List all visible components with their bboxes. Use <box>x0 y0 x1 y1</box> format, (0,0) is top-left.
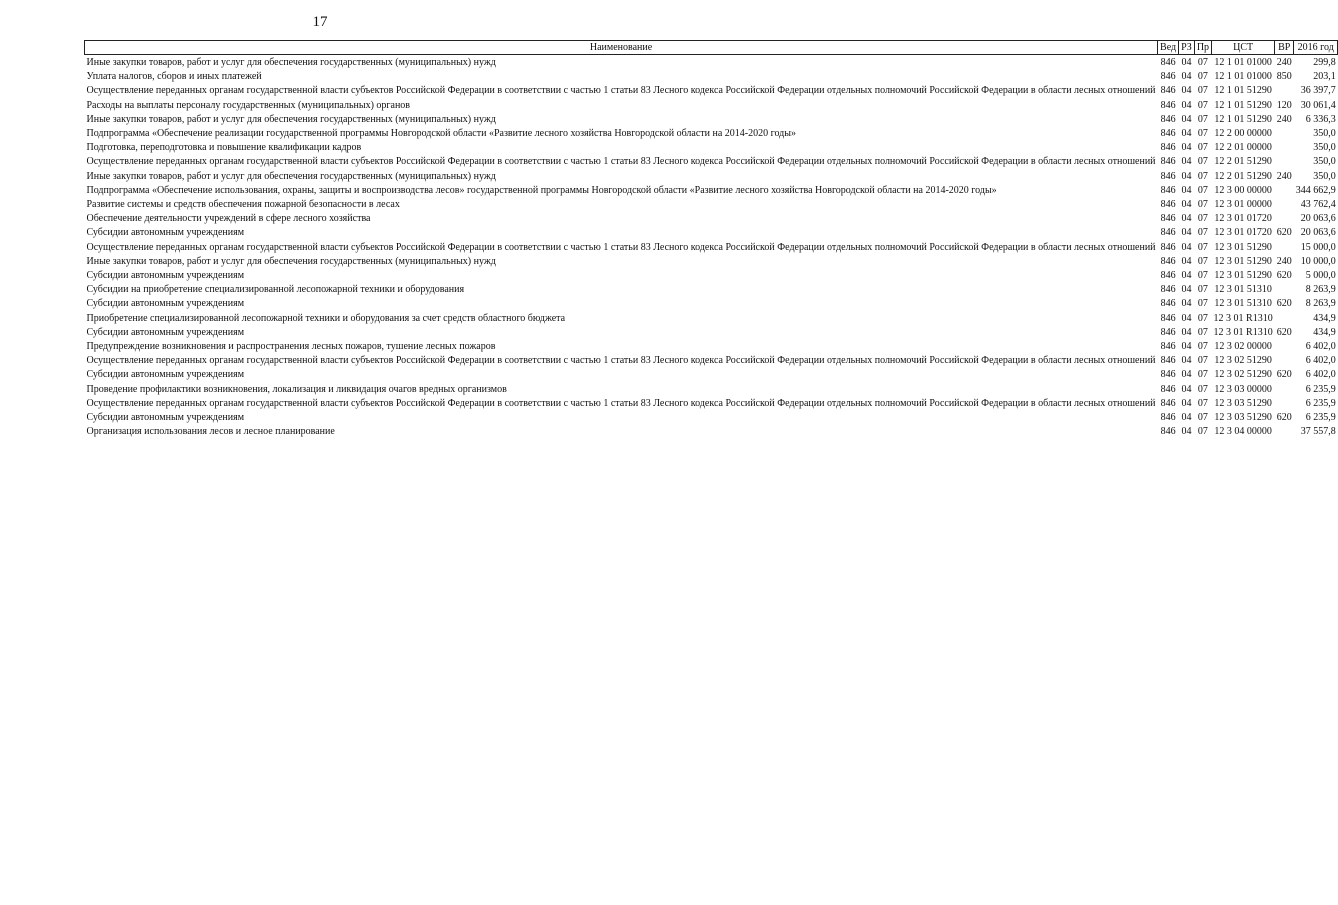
row-rz: 04 <box>1181 255 1192 267</box>
row-rz: 04 <box>1181 113 1192 125</box>
row-sum: 6 336,3 <box>1305 113 1336 125</box>
row-pr: 07 <box>1197 199 1208 211</box>
row-pr: 07 <box>1197 312 1208 324</box>
row-name: Иные закупки товаров, работ и услуг для обеспечения государственных (муниципальных) нужд <box>86 170 496 182</box>
row-name: Подпрограмма «Обеспечение реализации государственной программы Новгородской области «Развитие лесного хозяйства Новгородской области на 2014-2020 годы» <box>86 128 796 140</box>
row-pr: 07 <box>1197 57 1208 68</box>
row-name: Развитие системы и средств обеспечения пожарной безопасности в лесах <box>86 199 400 211</box>
row-cst: 12 3 03 51290 <box>1214 412 1272 424</box>
row-pr: 07 <box>1197 227 1208 239</box>
table-row <box>85 296 1338 310</box>
row-rz: 04 <box>1181 156 1192 168</box>
row-cst: 12 2 01 00000 <box>1214 142 1272 154</box>
row-pr: 07 <box>1197 142 1208 154</box>
row-name: Уплата налогов, сборов и иных платежей <box>86 71 262 83</box>
row-vr <box>1275 140 1294 154</box>
row-rz: 04 <box>1181 213 1192 225</box>
row-cst: 12 1 01 01000 <box>1214 57 1272 68</box>
row-ved: 846 <box>1160 255 1176 267</box>
row-sum: 6 235,9 <box>1305 383 1336 395</box>
table-row <box>85 396 1338 410</box>
row-name: Субсидии автономным учреждениям <box>86 412 245 424</box>
row-vr <box>1275 197 1294 211</box>
row-sum: 8 263,9 <box>1305 298 1336 310</box>
row-pr: 07 <box>1197 341 1208 353</box>
row-ved: 846 <box>1160 85 1176 97</box>
row-pr: 07 <box>1197 383 1208 395</box>
row-cst: 12 3 01 01720 <box>1214 227 1272 239</box>
row-sum: 434,9 <box>1313 312 1336 324</box>
row-cst: 12 3 03 00000 <box>1214 383 1272 395</box>
row-sum: 350,0 <box>1313 142 1336 154</box>
row-sum: 20 063,6 <box>1300 227 1336 239</box>
row-rz: 04 <box>1181 426 1192 438</box>
row-cst: 12 2 00 00000 <box>1214 128 1272 140</box>
row-name: Иные закупки товаров, работ и услуг для обеспечения государственных (муниципальных) нужд <box>86 255 496 267</box>
table-row <box>85 197 1338 211</box>
row-vr <box>1275 424 1294 438</box>
table-row <box>85 225 1338 239</box>
row-ved: 846 <box>1160 184 1176 196</box>
row-vr: 620 <box>1276 326 1292 338</box>
table-row <box>85 382 1338 396</box>
row-cst: 12 1 01 51290 <box>1214 99 1272 111</box>
row-vr <box>1275 311 1294 325</box>
row-pr: 07 <box>1197 369 1208 381</box>
row-cst: 12 3 01 51290 <box>1214 255 1272 267</box>
row-ved: 846 <box>1160 199 1176 211</box>
row-rz: 04 <box>1181 369 1192 381</box>
row-rz: 04 <box>1181 326 1192 338</box>
row-ved: 846 <box>1160 227 1176 239</box>
row-pr: 07 <box>1197 71 1208 83</box>
table-row <box>85 367 1338 381</box>
table-body <box>85 55 1338 439</box>
header-cst: ЦСТ <box>1212 41 1275 55</box>
row-sum: 15 000,0 <box>1300 241 1336 253</box>
row-ved: 846 <box>1160 412 1176 424</box>
header-year: 2016 год <box>1294 41 1338 55</box>
row-rz: 04 <box>1181 241 1192 253</box>
row-vr <box>1275 83 1294 97</box>
row-cst: 12 3 01 00000 <box>1214 199 1272 211</box>
row-cst: 12 3 01 51310 <box>1214 298 1272 310</box>
table-row <box>85 169 1338 183</box>
row-name: Субсидии на приобретение специализированной лесопожарной техники и оборудования <box>86 284 465 296</box>
row-vr: 120 <box>1276 99 1292 111</box>
row-vr <box>1275 183 1294 197</box>
row-cst: 12 3 03 51290 <box>1214 397 1272 409</box>
row-cst: 12 3 01 51310 <box>1214 284 1272 296</box>
row-rz: 04 <box>1181 199 1192 211</box>
row-vr: 240 <box>1276 57 1292 68</box>
row-ved: 846 <box>1160 369 1176 381</box>
row-rz: 04 <box>1181 170 1192 182</box>
row-pr: 07 <box>1197 255 1208 267</box>
row-cst: 12 3 01 51290 <box>1214 270 1272 282</box>
table-row <box>85 325 1338 339</box>
row-sum: 299,8 <box>1313 57 1336 68</box>
table-row <box>85 211 1338 225</box>
row-pr: 07 <box>1197 412 1208 424</box>
row-sum: 6 235,9 <box>1305 397 1336 409</box>
row-pr: 07 <box>1197 397 1208 409</box>
row-pr: 07 <box>1197 213 1208 225</box>
row-ved: 846 <box>1160 298 1176 310</box>
row-cst: 12 3 00 00000 <box>1214 184 1272 196</box>
row-vr: 620 <box>1276 270 1292 282</box>
row-rz: 04 <box>1181 412 1192 424</box>
row-vr: 240 <box>1276 170 1292 182</box>
row-sum: 6 402,0 <box>1305 369 1336 381</box>
row-cst: 12 3 04 00000 <box>1214 426 1272 438</box>
row-vr: 620 <box>1276 369 1292 381</box>
row-pr: 07 <box>1197 99 1208 111</box>
row-name: Организация использования лесов и лесное планирование <box>86 426 335 438</box>
row-sum: 6 402,0 <box>1305 355 1336 367</box>
row-rz: 04 <box>1181 383 1192 395</box>
table-row <box>85 83 1338 97</box>
row-name: Осуществление переданных органам государственной власти субъектов Российской Федерации в соответствии с частью 1 статьи 83 Лесного кодекса Российской Федерации отдельных полномочий Российской Федерации в области лесных отношений <box>86 355 1156 367</box>
row-pr: 07 <box>1197 113 1208 125</box>
row-rz: 04 <box>1181 227 1192 239</box>
row-cst: 12 3 02 51290 <box>1214 369 1272 381</box>
row-cst: 12 1 01 51290 <box>1214 85 1272 97</box>
row-ved: 846 <box>1160 128 1176 140</box>
row-sum: 344 662,9 <box>1295 184 1336 196</box>
table-header-row <box>85 41 1338 55</box>
row-sum: 36 397,7 <box>1300 85 1336 97</box>
row-rz: 04 <box>1181 184 1192 196</box>
row-pr: 07 <box>1197 298 1208 310</box>
row-sum: 350,0 <box>1313 156 1336 168</box>
row-rz: 04 <box>1181 128 1192 140</box>
row-sum: 350,0 <box>1313 170 1336 182</box>
row-name: Субсидии автономным учреждениям <box>86 326 245 338</box>
row-vr <box>1275 211 1294 225</box>
table-row <box>85 410 1338 424</box>
row-rz: 04 <box>1181 341 1192 353</box>
row-cst: 12 3 01 01720 <box>1214 213 1272 225</box>
row-pr: 07 <box>1197 284 1208 296</box>
table-row <box>85 254 1338 268</box>
row-name: Субсидии автономным учреждениям <box>86 298 245 310</box>
row-name: Осуществление переданных органам государственной власти субъектов Российской Федерации в соответствии с частью 1 статьи 83 Лесного кодекса Российской Федерации отдельных полномочий Российской Федерации в области лесных отношений <box>86 397 1156 409</box>
row-ved: 846 <box>1160 99 1176 111</box>
header-name: Наименование <box>85 41 1158 55</box>
row-sum: 8 263,9 <box>1305 284 1336 296</box>
row-pr: 07 <box>1197 156 1208 168</box>
row-rz: 04 <box>1181 57 1192 68</box>
row-pr: 07 <box>1197 184 1208 196</box>
row-name: Обеспечение деятельности учреждений в сфере лесного хозяйства <box>86 213 371 225</box>
row-ved: 846 <box>1160 213 1176 225</box>
table-row <box>85 268 1338 282</box>
row-pr: 07 <box>1197 241 1208 253</box>
row-sum: 203,1 <box>1313 71 1336 83</box>
row-cst: 12 3 01 R1310 <box>1213 312 1273 324</box>
row-cst: 12 2 01 51290 <box>1214 170 1272 182</box>
row-rz: 04 <box>1181 397 1192 409</box>
row-rz: 04 <box>1181 99 1192 111</box>
row-sum: 5 000,0 <box>1305 270 1336 282</box>
row-name: Субсидии автономным учреждениям <box>86 369 245 381</box>
row-ved: 846 <box>1160 426 1176 438</box>
row-pr: 07 <box>1197 85 1208 97</box>
row-ved: 846 <box>1160 170 1176 182</box>
row-sum: 43 762,4 <box>1300 199 1336 211</box>
row-sum: 20 063,6 <box>1300 213 1336 225</box>
row-pr: 07 <box>1197 170 1208 182</box>
table-row <box>85 353 1338 367</box>
table-row <box>85 424 1338 438</box>
row-vr: 240 <box>1276 255 1292 267</box>
table-row <box>85 98 1338 112</box>
table-row <box>85 126 1338 140</box>
row-name: Субсидии автономным учреждениям <box>86 270 245 282</box>
table-row <box>85 112 1338 126</box>
row-vr <box>1275 282 1294 296</box>
row-rz: 04 <box>1181 85 1192 97</box>
table-row <box>85 183 1338 197</box>
table-row <box>85 140 1338 154</box>
row-pr: 07 <box>1197 355 1208 367</box>
header-vr: ВР <box>1275 41 1294 55</box>
row-ved: 846 <box>1160 142 1176 154</box>
row-rz: 04 <box>1181 270 1192 282</box>
row-name: Приобретение специализированной лесопожарной техники и оборудования за счет средств областного бюджета <box>86 312 566 324</box>
budget-table <box>84 40 1338 438</box>
row-vr <box>1275 382 1294 396</box>
row-cst: 12 2 01 51290 <box>1214 156 1272 168</box>
page-number: 17 <box>312 14 328 30</box>
row-cst: 12 3 02 51290 <box>1214 355 1272 367</box>
row-sum: 6 402,0 <box>1305 341 1336 353</box>
row-name: Осуществление переданных органам государственной власти субъектов Российской Федерации в соответствии с частью 1 статьи 83 Лесного кодекса Российской Федерации отдельных полномочий Российской Федерации в области лесных отношений <box>86 241 1156 253</box>
row-vr: 620 <box>1276 298 1292 310</box>
row-name: Иные закупки товаров, работ и услуг для обеспечения государственных (муниципальных) нужд <box>86 57 496 68</box>
row-rz: 04 <box>1181 284 1192 296</box>
row-pr: 07 <box>1197 270 1208 282</box>
row-name: Расходы на выплаты персоналу государственных (муниципальных) органов <box>86 99 411 111</box>
row-ved: 846 <box>1160 383 1176 395</box>
row-ved: 846 <box>1160 312 1176 324</box>
row-ved: 846 <box>1160 241 1176 253</box>
row-cst: 12 3 02 00000 <box>1214 341 1272 353</box>
row-name: Осуществление переданных органам государственной власти субъектов Российской Федерации в соответствии с частью 1 статьи 83 Лесного кодекса Российской Федерации отдельных полномочий Российской Федерации в области лесных отношений <box>86 156 1156 168</box>
row-ved: 846 <box>1160 341 1176 353</box>
row-vr <box>1275 126 1294 140</box>
row-vr <box>1275 396 1294 410</box>
header-pr: Пр <box>1194 41 1211 55</box>
row-ved: 846 <box>1160 397 1176 409</box>
row-name: Подпрограмма «Обеспечение использования, охраны, защиты и воспроизводства лесов» государственной программы Новгородской области «Развитие лесного хозяйства Новгородской области на 2014-2020 годы» <box>86 184 997 196</box>
row-sum: 350,0 <box>1313 128 1336 140</box>
row-ved: 846 <box>1160 156 1176 168</box>
row-name: Предупреждение возникновения и распространения лесных пожаров, тушение лесных пожаров <box>86 341 496 353</box>
row-name: Подготовка, переподготовка и повышение квалификации кадров <box>86 142 362 154</box>
header-ved: Вед <box>1158 41 1179 55</box>
row-ved: 846 <box>1160 57 1176 68</box>
row-ved: 846 <box>1160 71 1176 83</box>
table-row <box>85 282 1338 296</box>
row-rz: 04 <box>1181 142 1192 154</box>
row-ved: 846 <box>1160 355 1176 367</box>
header-rz: РЗ <box>1179 41 1195 55</box>
row-vr: 240 <box>1276 113 1292 125</box>
row-rz: 04 <box>1181 71 1192 83</box>
table-row <box>85 311 1338 325</box>
row-vr: 850 <box>1276 71 1292 83</box>
row-ved: 846 <box>1160 270 1176 282</box>
row-cst: 12 1 01 01000 <box>1214 71 1272 83</box>
row-rz: 04 <box>1181 312 1192 324</box>
row-ved: 846 <box>1160 326 1176 338</box>
row-rz: 04 <box>1181 355 1192 367</box>
row-pr: 07 <box>1197 128 1208 140</box>
table-row <box>85 339 1338 353</box>
row-name: Субсидии автономным учреждениям <box>86 227 245 239</box>
row-name: Иные закупки товаров, работ и услуг для обеспечения государственных (муниципальных) нужд <box>86 113 496 125</box>
row-ved: 846 <box>1160 113 1176 125</box>
row-vr <box>1275 339 1294 353</box>
row-name: Проведение профилактики возникновения, локализация и ликвидация очагов вредных организмов <box>86 383 507 395</box>
row-ved: 846 <box>1160 284 1176 296</box>
row-sum: 6 235,9 <box>1305 412 1336 424</box>
row-vr <box>1275 154 1294 168</box>
table-row <box>85 154 1338 168</box>
row-name: Осуществление переданных органам государственной власти субъектов Российской Федерации в соответствии с частью 1 статьи 83 Лесного кодекса Российской Федерации отдельных полномочий Российской Федерации в области лесных отношений <box>86 85 1156 97</box>
row-vr <box>1275 353 1294 367</box>
table-row <box>85 55 1338 70</box>
row-pr: 07 <box>1197 326 1208 338</box>
row-sum: 434,9 <box>1313 326 1336 338</box>
row-sum: 10 000,0 <box>1300 255 1336 267</box>
row-rz: 04 <box>1181 298 1192 310</box>
table-row <box>85 240 1338 254</box>
row-vr <box>1275 240 1294 254</box>
row-pr: 07 <box>1197 426 1208 438</box>
row-cst: 12 3 01 51290 <box>1214 241 1272 253</box>
table-row <box>85 69 1338 83</box>
row-sum: 30 061,4 <box>1300 99 1336 111</box>
row-cst: 12 1 01 51290 <box>1214 113 1272 125</box>
row-vr: 620 <box>1276 412 1292 424</box>
row-sum: 37 557,8 <box>1300 426 1336 438</box>
row-vr: 620 <box>1276 227 1292 239</box>
row-cst: 12 3 01 R1310 <box>1213 326 1273 338</box>
